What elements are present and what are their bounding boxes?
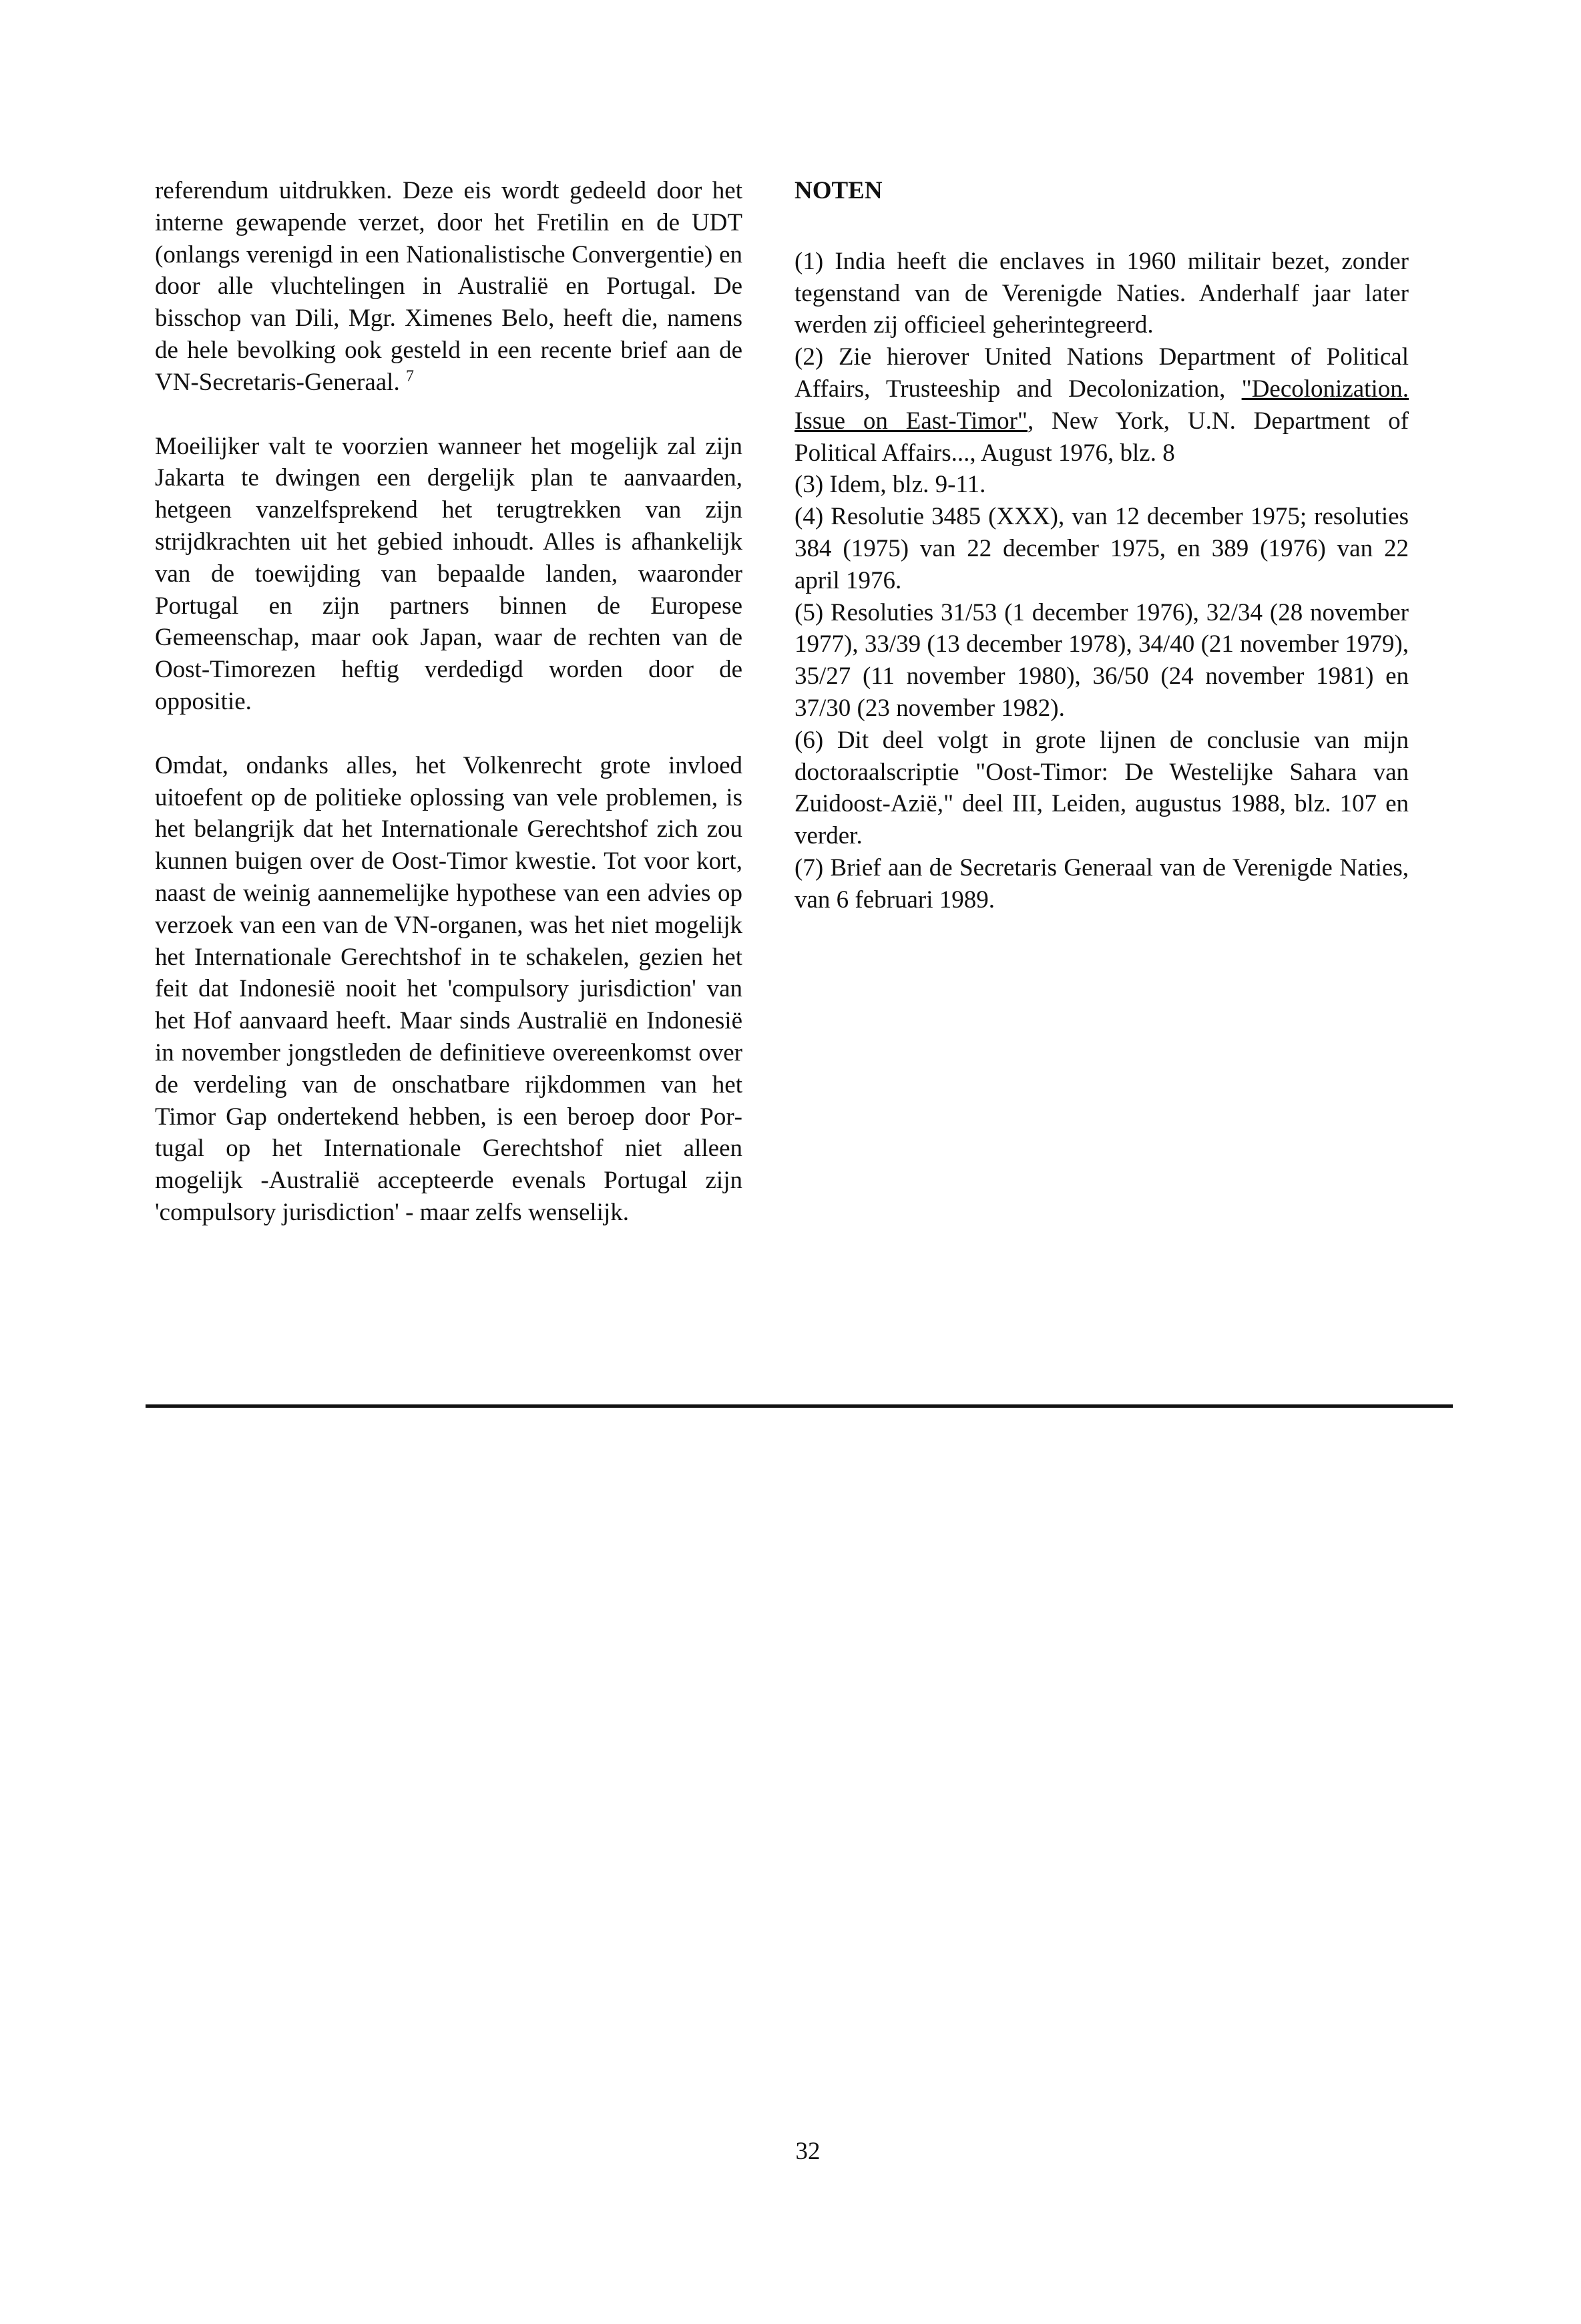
notes-column: [795, 175, 1409, 916]
note-item: (3) Idem, blz. 9-11.: [795, 471, 986, 499]
body-text-column: [155, 175, 742, 1261]
body-paragraph: Omdat, ondanks alles, het Volkenrecht grote invloed uitoefent op de politieke oplossing van vele problemen, is het belangrijk dat het Internationale Gerechtshof zich zou kunnen buigen over de Oost-Timor kwestie. Tot voor kort, naast de weinig aannemelijke hypothese van een advies op verzoek van een van de VN-organen, was het niet mogelijk het Internationale Gerechtshof in te schakelen, gezien het feit dat Indonesië nooit het 'compulsory jurisdiction' van het Hof aanvaard heeft. Maar sinds Australië en Indonesië in november jongstleden de definitieve overeenkomst over de verdeling van de onschatbare rijkdommen van het Timor Gap ondertekend hebben, is een beroep door Portugal op het Internationale Gerechtshof niet alleen mogelijk -Australië accepteerde evenals Portugal zijn 'compulsory jurisdiction' - maar zelfs wenselijk.: [155, 751, 742, 1226]
note-item: (4) Resolutie 3485 (XXX), van 12 december 1975; resoluties 384 (1975) van 22 december 1975, en 389 (1976) van 22 april 1976.: [795, 503, 1409, 594]
footnote-reference: 7: [405, 367, 414, 385]
note-item: (5) Resoluties 31/53 (1 december 1976), 32/34 (28 november 1977), 33/39 (13 december 1978), 34/40 (21 november 1979), 35/27 (11 november 1980), 36/50 (24 november 1981) en 37/30 (23 november 1982).: [795, 598, 1409, 722]
cited-title: "Decolonization. Issue on East-Timor": [795, 375, 1409, 435]
body-paragraph: [155, 175, 742, 399]
paragraph-text: referendum uitdrukken. Deze eis wordt gedeeld door het interne gewapende verzet, door het Fretilin en de UDT (onlangs verenigd in een Nationalistische Convergentie) en door alle vluchtelingen in Australië en Portugal. De bisschop van Dili, Mgr. Ximenes Belo, heeft die, namens de hele bevolking ook gesteld in een recente brief aan de VN-Secretaris-Generaal.: [155, 177, 742, 396]
horizontal-rule: [146, 1404, 1453, 1408]
note-item: [795, 341, 1409, 469]
note-text: , New York, U.N. Department of Political Affairs..., August 1976, blz. 8: [795, 407, 1409, 467]
note-item: (1) India heeft die enclaves in 1960 militair bezet, zonder tegenstand van de Verenigde Naties. Anderhalf jaar later werden zij officieel geherintegreerd.: [795, 247, 1409, 339]
note-item: (7) Brief aan de Secretaris Generaal van de Verenigde Naties, van 6 februari 1989.: [795, 853, 1409, 914]
page-number: 32: [795, 2138, 821, 2165]
notes-heading: NOTEN: [795, 177, 883, 204]
note-item: (6) Dit deel volgt in grote lijnen de conclusie van mijn doctoraalscriptie "Oost-Timor: De Westelijke Sahara van Zuidoost-Azië," deel III, Leiden, augustus 1988, blz. 107 en verder.: [795, 726, 1409, 850]
body-paragraph: Moeilijker valt te voorzien wanneer het mogelijk zal zijn Jakarta te dwingen een dergelijk plan te aanvaarden, hetgeen vanzelfsprekend het terugtrekken van zijn strijdkrachten uit het gebied inhoudt. Alles is afhankelijk van de toewijding van bepaalde landen, waaronder Portugal en zijn partners binnen de Europese Gemeenschap, maar ook Japan, waar de rechten van de Oost-Timorezen heftig verdedigd worden door de oppositie.: [155, 432, 742, 715]
note-text: (2) Zie hierover United Nations Department of Political Affairs, Trusteeship and Decolonization,: [795, 343, 1409, 403]
